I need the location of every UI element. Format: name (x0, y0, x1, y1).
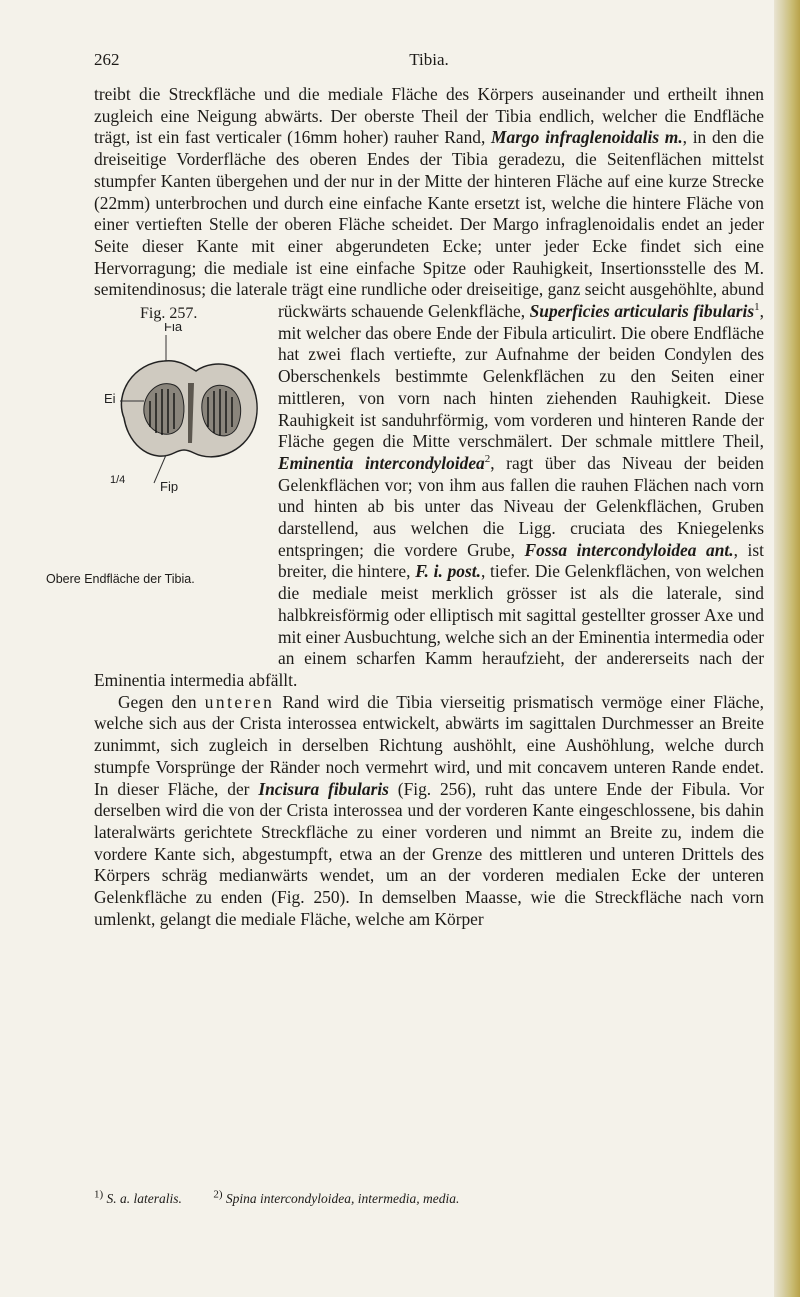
text-run: , tiefer. Die Gelenkflächen, von welchen die mediale meist merklich grösser ist als die laterale, sind halbkreisförmig oder elliptisch mit sagittal gestellter grosser Axe und mit einer Ausbuchtung, welche sich an der Eminentia intermedia oder an einem scharfen Kamm heraufzieht, der andererseits nach der Eminentia intermedia abfällt. (94, 561, 765, 690)
paragraph-1 (46, 84, 765, 692)
text-run: Rand wird die Tibia vierseitig prismatisch vermöge einer Fläche, welche sich aus der Crista interossea entwickelt, abwärts im sagittalen Durchmesser an Breite zunimmt, sich zugleich in derselben Richtung aushöhlt, eine Aushöhlung, welche durch stumpfe Vorsprünge der Ränder noch vermehrt wird, und mit concavem unteren Rande endet. In dieser Fläche, der (94, 691, 764, 799)
figure-scale-label: 1/4 (110, 474, 126, 487)
page-header (94, 50, 764, 74)
page-number: 262 (94, 50, 120, 69)
term-superficies-articularis-fibularis: Superficies articularis fibularis (529, 301, 755, 322)
figure-label-fia: Fia (164, 323, 183, 335)
footnote-number: 2) (213, 1188, 223, 1201)
text-run: , ragt über das Niveau der beiden Gelenkflächen vor; von ihm aus fallen die rauhen Flächen nach vorn und hinten ab bis unter das Niveau der Gelenkflächen, Gruben darstellend, aus welchen die Ligg. cruciata des Kniegelenks entspringen; die vordere Grube, (278, 452, 764, 560)
footnote-number: 1) (94, 1188, 104, 1201)
text-run: , mit welcher das obere Ende der Fibula articulirt. Die obere Endfläche hat zwei flach vertiefte, zur Aufnahme der beiden Condylen des Oberschenkels bestimmte Gelenkflächen zu den Seiten einer mittleren, von vorn nach hinten ziehenden Rauhigkeit. Diese Rauhigkeit ist sanduhrförmig, vom vorderen und hinteren Rande der Fläche gegen die Mitte verschmälert. Der schmale mittlere Theil, (278, 301, 764, 452)
tibia-upper-surface-illustration (104, 323, 264, 493)
text-run: (Fig. 256), ruht das untere Ende der Fibula. Vor derselben wird die von der Crista interossea und der vorderen Kante eingeschlossene, bis dahin lateralwärts gerichtete Streckfläche zu einer vorderen und nimmt an Breite zu, indem die vordere Kante sich, abgestumpft, etwa an der Grenze des mittleren und unteren Drittels des Körpers schräg medianwärts wendet, um an der vorderen medialen Ecke der unteren Gelenkfläche zu enden (Fig. 250). In demselben Maasse, wie die Streckfläche nach vorn umlenkt, gelangt die mediale Fläche, welche am Körper (94, 778, 764, 929)
footnote-1 (94, 1188, 182, 1206)
figure-caption: Obere Endfläche der Tibia. (46, 572, 195, 587)
paragraph-2 (94, 692, 764, 931)
page-binding-edge (774, 0, 800, 1297)
footnote-ref-1: 1 (754, 301, 760, 314)
term-margo-infraglenoidalis: Margo infraglenoidalis m. (491, 127, 683, 148)
figure-label-fip: Fip (160, 479, 179, 494)
term-fossa-intercondyloidea-ant: Fossa intercondyloidea ant. (524, 539, 734, 560)
text-run: Gegen den (118, 691, 205, 712)
footnote-2 (213, 1188, 460, 1206)
text-run: treibt die Streckfläche und die mediale Fläche des Körpers auseinander und ertheilt ihnen zugleich eine Neigung abwärts. Der oberste Theil der Tibia endlich, welcher die Endfläche trägt, ist ein fast verticaler (16mm hoher) rauher Rand, (94, 84, 764, 148)
text-run: , ist breiter, die hintere, (278, 539, 764, 582)
figure-label-ei: Ei (104, 391, 116, 407)
running-title: Tibia. (409, 50, 449, 69)
footnote-text: Spina intercondyloidea, intermedia, media. (225, 1191, 460, 1206)
footnote-text: S. a. lateralis. (106, 1191, 182, 1206)
term-incisura-fibularis: Incisura fibularis (258, 778, 389, 799)
term-fossa-post: F. i. post. (415, 561, 481, 582)
footnotes (94, 1188, 764, 1207)
footnote-ref-2: 2 (484, 453, 491, 466)
body-text (46, 84, 765, 930)
spaced-word-unteren: unteren (204, 691, 275, 712)
text-run: , in den die dreiseitige Vorderfläche des oberen Endes der Tibia geradezu, die Seitenflächen mittelst stumpfer Kanten übergehen und der nur in der Mitte der hinteren Fläche auf eine kurze Strecke (22mm) unterbrochen und durch eine einfache Kante ersetzt ist, welche die hintere Fläche von einer vertieften Stelle der oberen Fläche scheidet. Der Margo infraglenoidalis endet an jeder Seite dieser Kante mit einer abgerundeten Ecke; unter jeder Ecke findet sich eine Hervorragung; die mediale ist eine einfache Spitze oder Rauhigkeit, Insertionsstelle des M. semitendinosus; die laterale trägt eine rundliche oder dreiseitige, ganz seicht ausgehöhlte, abund rückwärts schauende Gelenkfläche, (94, 127, 764, 322)
figure-257 (46, 301, 272, 651)
term-eminentia-intercondyloidea: Eminentia intercondyloidea (278, 452, 485, 473)
figure-label: Fig. 257. (140, 305, 198, 323)
